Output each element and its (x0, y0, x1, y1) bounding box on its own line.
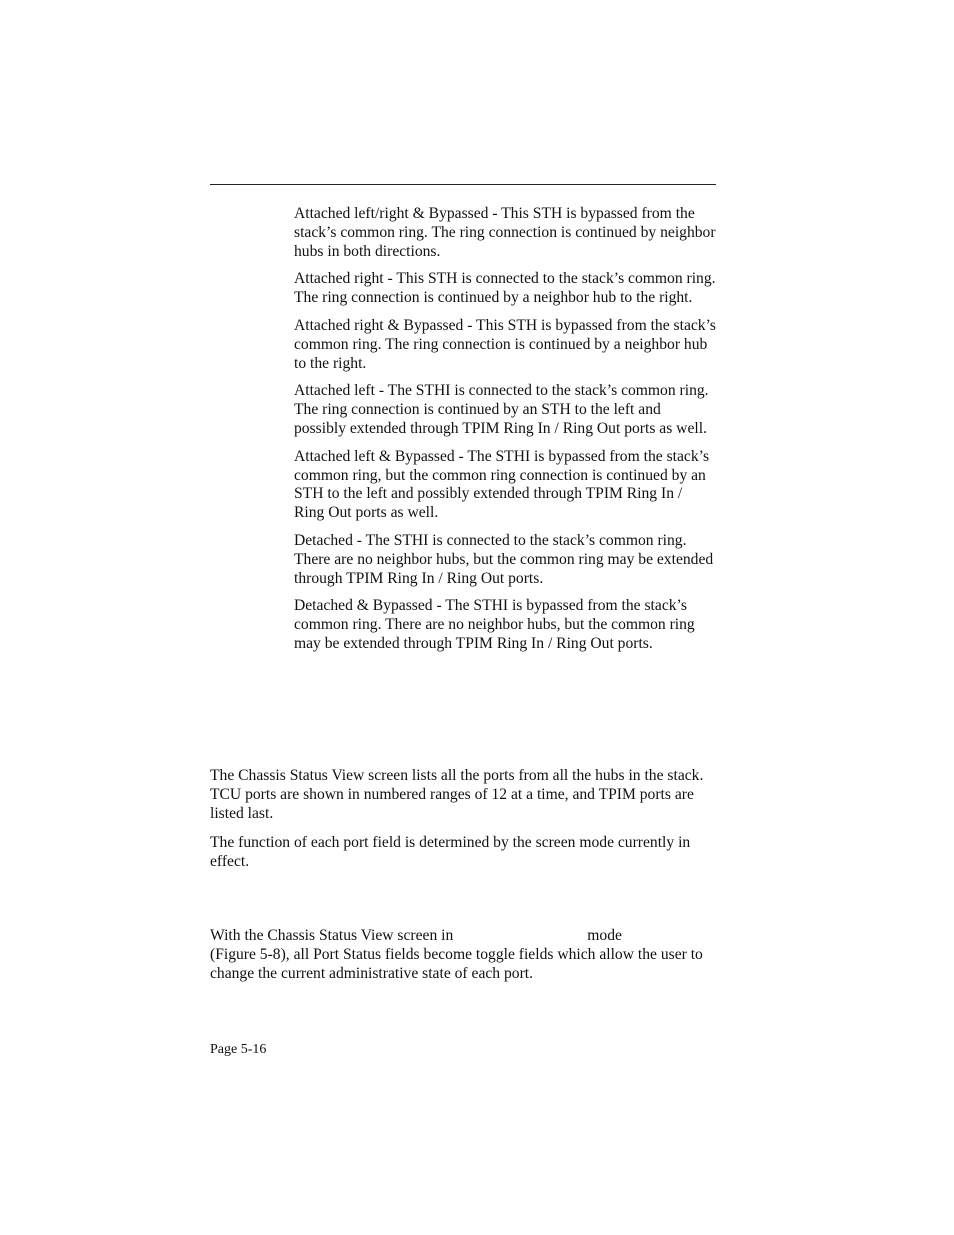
status-definitions-list (294, 205, 716, 663)
definition-attached-left-bypassed: Attached left & Bypassed - The STHI is bypassed from the stack’s common ring, but the common ring connection is continued by an STH to the left and possibly extended through TPIM Ring In / Ring Out ports as well. (294, 447, 710, 522)
definition-detached: Detached - The STHI is connected to the stack’s common ring. There are no neighbor hubs, but the common ring may be extended through TPIM Ring In / Ring Out ports. (294, 531, 714, 587)
definition-attached-right: Attached right - This STH is connected to the stack’s common ring. The ring connection is continued by a neighbor hub to the right. (294, 270, 716, 307)
page-number: Page 5-16 (210, 1042, 267, 1057)
mode-lead-text: With the Chassis Status View screen in (210, 927, 454, 944)
definition-attached-left-right-bypassed: Attached left/right & Bypassed - This STH is bypassed from the stack’s common ring. The ring connection is continued by neighbor hubs in both directions. (294, 205, 716, 260)
mode-rest-text: (Figure 5-8), all Port Status fields become toggle fields which allow the user to change the current administrative state of each port. (210, 945, 703, 982)
mode-word: mode (587, 927, 622, 944)
definition-detached-bypassed: Detached & Bypassed - The STHI is bypassed from the stack’s common ring. There are no neighbor hubs, but the common ring may be extended through TPIM Ring In / Ring Out ports. (294, 597, 695, 652)
header-rule (210, 184, 716, 185)
mode-section (210, 927, 718, 994)
chassis-status-section (210, 767, 718, 883)
chassis-paragraph-function: The function of each port field is determined by the screen mode currently in effect. (210, 834, 691, 871)
definition-attached-right-bypassed: Attached right & Bypassed - This STH is bypassed from the stack’s common ring. The ring connection is continued by a neighbor hub to the right. (294, 316, 716, 372)
chassis-paragraph-ports: The Chassis Status View screen lists all the ports from all the hubs in the stack. TCU ports are shown in numbered ranges of 12 at a time, and TPIM ports are listed last. (210, 767, 704, 822)
mode-paragraph (210, 927, 718, 983)
definition-attached-left: Attached left - The STHI is connected to the stack’s common ring. The ring connection is continued by an STH to the left and possibly extended through TPIM Ring In / Ring Out ports as well. (294, 382, 709, 437)
